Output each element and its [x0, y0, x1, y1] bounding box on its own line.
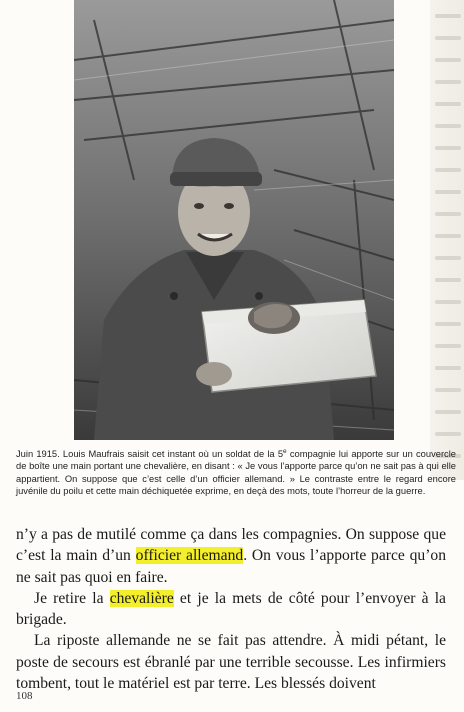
paragraph-1 — [16, 524, 446, 588]
caption-text-start: Juin 1915. Louis Maufrais saisit cet instant où un soldat de la 5 — [16, 449, 284, 460]
paragraph-2-start: Je retire la — [34, 589, 110, 607]
paragraph-2-end: et je la mets de côté pour l’envoyer à la brigade. — [16, 589, 446, 629]
page-number: 108 — [16, 690, 33, 702]
highlight-chevaliere: chevalière — [109, 589, 174, 607]
body-text — [16, 524, 446, 694]
caption-superscript: e — [283, 448, 287, 455]
caption-text-end: compagnie lui apporte sur un couvercle de boîte une main portant une chevalière, en disant : « Je vous l’apporte parce qu’on ne sait pas à qui elle appartient. On suppose que c’est celle d’un officier allemand. » Le contraste entre le regard encore juvénile du poilu et cette main déchiquetée exprime, en deçà des mots, toute l’horreur de la guerre. — [16, 449, 456, 496]
paragraph-1-end: . On vous l’apporte parce qu’on ne sait pas quoi en faire. — [16, 547, 446, 586]
photo-caption — [16, 446, 456, 497]
facing-page-bleed — [430, 0, 464, 480]
paragraph-3: La riposte allemande ne se fait pas attendre. À midi pétant, le poste de secours est ébranlé par une terrible secousse. Les infirmiers tombent, tout le matériel est par terre. Les blessés doivent — [16, 632, 446, 693]
highlight-officier-allemand: officier allemand — [135, 547, 244, 565]
soldier-photograph — [74, 0, 394, 440]
paragraph-2 — [16, 588, 446, 631]
paragraph-1-start: n’y a pas de mutilé comme ça dans les compagnies. On suppose que c’est la main d’un — [16, 526, 446, 565]
